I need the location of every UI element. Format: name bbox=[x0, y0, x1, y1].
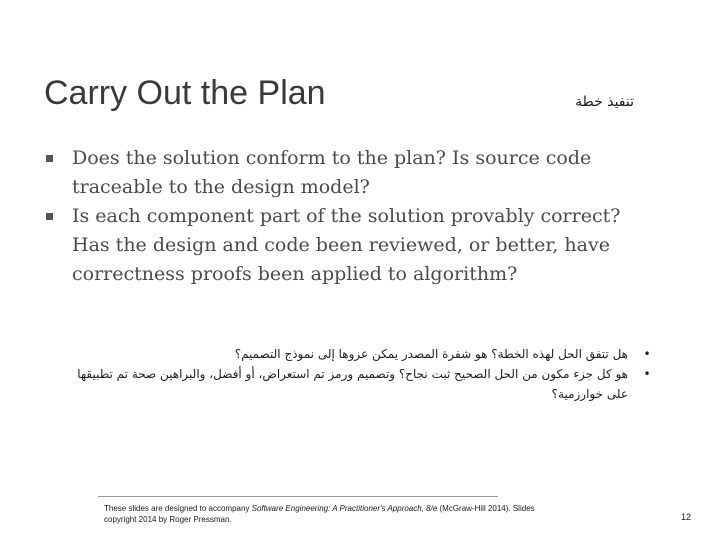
bullet-item bbox=[44, 144, 644, 202]
page-number: 12 bbox=[680, 512, 691, 522]
slide-title: Carry Out the Plan bbox=[44, 74, 326, 112]
square-bullet-icon bbox=[46, 155, 53, 162]
footer-prefix: These slides are designed to accompany bbox=[104, 504, 252, 513]
arabic-bullet-text: هو كل جزء مكون من الحل الصحيح ثبت نجاح؟ وتصميم ورمز تم استعراض، أو أفضل، والبراهين صحة تم تطبيقها على خوارزمية؟ bbox=[77, 367, 628, 401]
bullet-item bbox=[44, 202, 644, 289]
dot-bullet-icon: • bbox=[643, 347, 651, 361]
footer-book-title: Software Engineering: A Practitioner's Approach, 8/e bbox=[251, 504, 438, 513]
footer-credit bbox=[104, 503, 544, 525]
arabic-bullet-item bbox=[74, 344, 651, 364]
square-bullet-icon bbox=[46, 213, 53, 220]
footer-suffix: (McGraw-Hill 2014). Slides copyright 2014 by Roger Pressman. bbox=[104, 504, 535, 524]
footer-divider bbox=[98, 496, 498, 497]
bullet-list bbox=[44, 144, 644, 289]
arabic-bullet-list bbox=[74, 344, 651, 404]
bullet-text: Is each component part of the solution provably correct? Has the design and code been reviewed, or better, have correctness proofs been applied to algorithm? bbox=[72, 205, 621, 285]
arabic-bullet-item bbox=[74, 364, 651, 404]
arabic-bullet-text: هل تتفق الحل لهذه الخطة؟ هو شفرة المصدر يمكن عزوها إلى نموذج التصميم؟ bbox=[234, 347, 628, 361]
dot-bullet-icon: • bbox=[643, 367, 651, 381]
bullet-text: Does the solution conform to the plan? Is source code traceable to the design model? bbox=[72, 147, 592, 198]
slide-title-arabic: تنفيذ خطة bbox=[575, 94, 634, 110]
